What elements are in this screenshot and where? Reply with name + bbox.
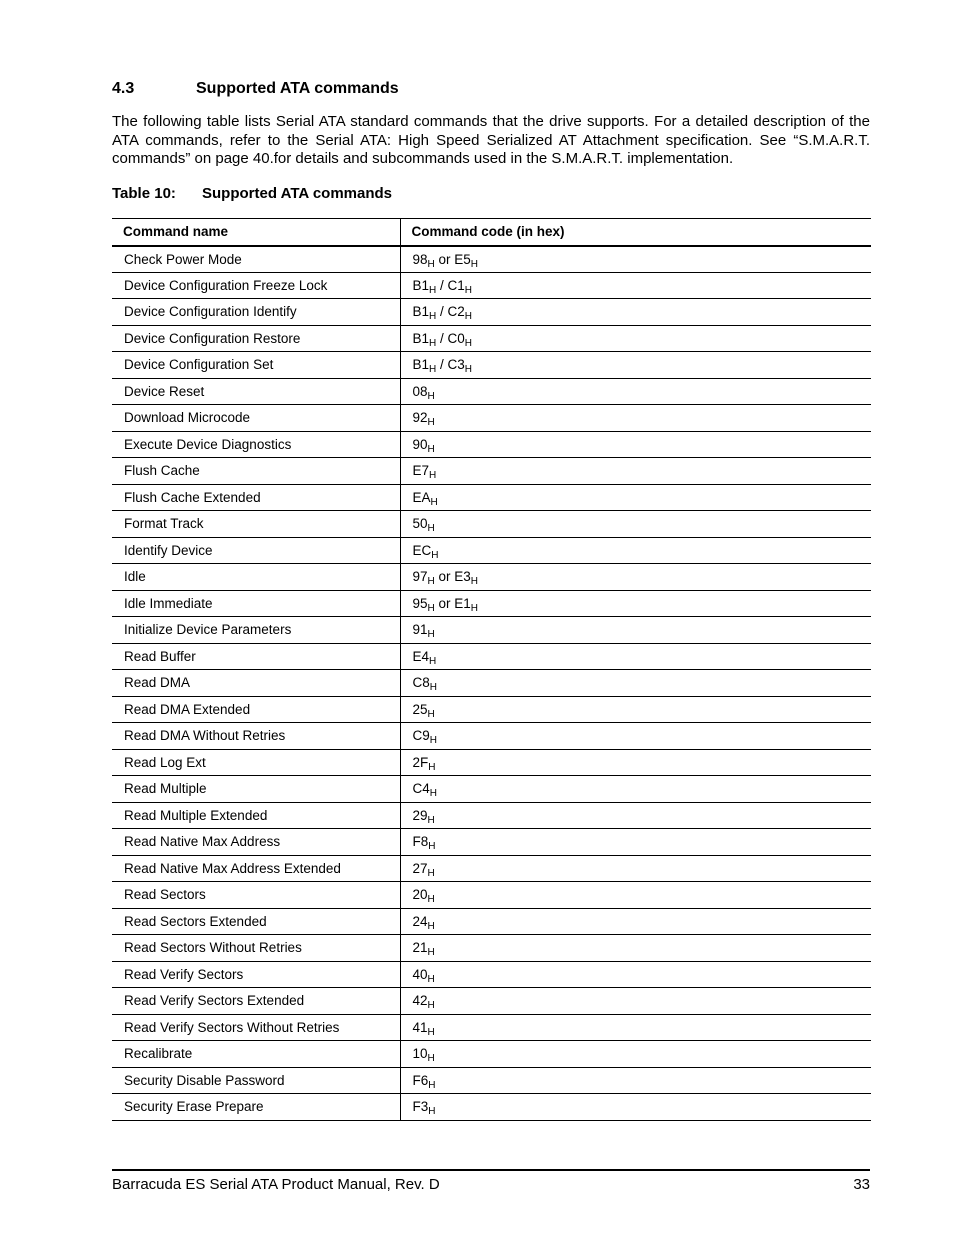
command-name-cell: Device Configuration Restore [112,325,400,352]
commands-table [112,218,871,1121]
command-code-value: 25 [412,701,428,717]
hex-subscript: H [428,761,436,773]
command-code-value: 40 [412,966,428,982]
hex-subscript: H [427,894,435,906]
hex-subscript: H [427,258,435,270]
command-code-value: or E3 [434,569,471,585]
hex-subscript: H [427,390,435,402]
command-code-cell [400,749,871,776]
command-code-value: C4 [412,781,430,797]
command-code-value: 21 [412,940,428,956]
command-name-cell: Idle Immediate [112,590,400,617]
command-name-cell: Read Native Max Address Extended [112,855,400,882]
command-code-value: 27 [412,860,428,876]
hex-subscript: H [464,364,472,376]
command-code-value: F3 [412,1099,429,1115]
table-row [112,458,871,485]
command-code-value: 20 [412,887,428,903]
hex-subscript: H [429,735,437,747]
table-header-row [112,219,871,246]
command-code-cell [400,617,871,644]
command-name-cell: Format Track [112,511,400,538]
hex-subscript: H [430,496,438,508]
table-row [112,1014,871,1041]
table-row [112,590,871,617]
command-code-cell [400,378,871,405]
command-code-cell [400,961,871,988]
command-code-value: B1 [412,357,430,373]
command-code-value: C9 [412,728,430,744]
command-code-cell [400,325,871,352]
command-name-cell: Flush Cache Extended [112,484,400,511]
command-name-cell: Idle [112,564,400,591]
hex-subscript: H [427,867,435,879]
table-row [112,325,871,352]
table-row [112,405,871,432]
command-code-value: 42 [412,993,428,1009]
command-code-cell [400,776,871,803]
command-name-cell: Read Sectors Without Retries [112,935,400,962]
hex-subscript: H [427,1026,435,1038]
hex-subscript: H [427,629,435,641]
command-code-value: F6 [412,1072,429,1088]
hex-subscript: H [464,311,472,323]
command-code-value: E4 [412,648,430,664]
command-code-value: 91 [412,622,428,638]
command-code-cell [400,855,871,882]
command-code-cell [400,272,871,299]
command-code-value: B1 [412,277,430,293]
command-name-cell: Read DMA Without Retries [112,723,400,750]
table-row [112,855,871,882]
command-code-value: E7 [412,463,430,479]
command-code-cell [400,246,871,273]
table-row [112,1094,871,1121]
table-row [112,696,871,723]
hex-subscript: H [470,258,479,270]
command-code-cell [400,723,871,750]
command-code-value: / C1 [436,277,465,293]
command-name-cell: Device Configuration Set [112,352,400,379]
hex-subscript: H [427,576,435,588]
table-row [112,961,871,988]
table-row [112,378,871,405]
hex-subscript: H [427,417,435,429]
command-code-value: EC [412,542,432,558]
table-caption [112,185,392,202]
command-name-cell: Security Erase Prepare [112,1094,400,1121]
table-row [112,1067,871,1094]
table-row [112,1041,871,1068]
command-code-cell [400,431,871,458]
table-row [112,246,871,273]
hex-subscript: H [428,841,436,853]
command-code-value: C8 [412,675,430,691]
command-name-cell: Security Disable Password [112,1067,400,1094]
hex-subscript: H [429,337,437,349]
command-code-cell [400,935,871,962]
hex-subscript: H [427,523,435,535]
command-name-cell: Initialize Device Parameters [112,617,400,644]
intro-paragraph: The following table lists Serial ATA standard commands that the drive supports. For a detailed description of the ATA commands, refer to the Serial ATA: High Speed Serialized AT Attachment specification. See “S.M.A.R.T. commands” on page 40.for details and subcommands used in the S.M.A.R.T. implementation. [112,113,870,167]
table-row [112,670,871,697]
hex-subscript: H [431,549,439,561]
hex-subscript: H [427,602,435,614]
hex-subscript: H [464,337,472,349]
hex-subscript: H [429,364,437,376]
table-row [112,564,871,591]
command-code-value: B1 [412,304,430,320]
table-row [112,988,871,1015]
hex-subscript: H [427,973,435,985]
hex-subscript: H [427,947,435,959]
command-code-value: or E5 [434,251,471,267]
command-code-cell [400,882,871,909]
table-row [112,484,871,511]
table-row [112,272,871,299]
hex-subscript: H [427,1000,435,1012]
command-code-value: 92 [412,410,428,426]
hex-subscript: H [470,602,479,614]
table-row [112,617,871,644]
command-code-value: 98 [412,251,428,267]
table-row [112,776,871,803]
footer-rule [112,1169,870,1171]
command-code-value: 50 [412,516,428,532]
command-code-cell [400,988,871,1015]
command-code-value: / C2 [436,304,465,320]
command-code-value: 10 [412,1046,428,1062]
command-code-value: 90 [412,436,428,452]
command-name-cell: Read Log Ext [112,749,400,776]
command-code-cell [400,643,871,670]
command-code-value: 29 [412,807,428,823]
hex-subscript: H [428,1079,436,1091]
command-code-value: or E1 [434,595,471,611]
header-command-code: Command code (in hex) [400,219,871,246]
command-name-cell: Device Configuration Freeze Lock [112,272,400,299]
table-body [112,246,871,1121]
command-name-cell: Read Verify Sectors Extended [112,988,400,1015]
command-code-cell [400,458,871,485]
command-code-value: 95 [412,595,428,611]
hex-subscript: H [429,682,437,694]
command-code-value: EA [412,489,431,505]
command-code-cell [400,537,871,564]
command-code-cell [400,352,871,379]
command-code-cell [400,511,871,538]
command-code-cell [400,405,871,432]
hex-subscript: H [427,814,435,826]
command-code-value: 24 [412,913,428,929]
command-name-cell: Read Native Max Address [112,829,400,856]
command-code-value: B1 [412,330,430,346]
hex-subscript: H [428,1106,436,1118]
hex-subscript: H [429,788,437,800]
hex-subscript: H [429,655,437,667]
command-name-cell: Download Microcode [112,405,400,432]
table-row [112,431,871,458]
command-name-cell: Device Configuration Identify [112,299,400,326]
command-code-cell [400,829,871,856]
command-code-value: 97 [412,569,428,585]
command-name-cell: Read DMA [112,670,400,697]
command-code-cell [400,484,871,511]
table-row [112,643,871,670]
command-name-cell: Device Reset [112,378,400,405]
hex-subscript: H [427,443,435,455]
table-row [112,537,871,564]
command-code-value: F8 [412,834,429,850]
command-name-cell: Read DMA Extended [112,696,400,723]
command-name-cell: Read Sectors Extended [112,908,400,935]
command-code-cell [400,1094,871,1121]
section-title: Supported ATA commands [196,80,399,97]
command-code-cell [400,299,871,326]
command-code-value: 08 [412,383,428,399]
table-caption-label: Table 10: [112,185,176,202]
hex-subscript: H [464,284,472,296]
table-caption-title: Supported ATA commands [202,185,393,202]
command-code-cell [400,1041,871,1068]
section-number: 4.3 [112,80,135,97]
command-code-cell [400,590,871,617]
command-name-cell: Identify Device [112,537,400,564]
command-code-value: 41 [412,1019,428,1035]
command-name-cell: Read Buffer [112,643,400,670]
hex-subscript: H [429,284,437,296]
table-row [112,829,871,856]
command-code-cell [400,1014,871,1041]
hex-subscript: H [427,1053,435,1065]
command-name-cell: Recalibrate [112,1041,400,1068]
hex-subscript: H [427,708,435,720]
command-code-cell [400,908,871,935]
table-row [112,802,871,829]
command-name-cell: Read Verify Sectors Without Retries [112,1014,400,1041]
command-code-cell [400,802,871,829]
command-code-value: / C3 [436,357,465,373]
command-code-cell [400,1067,871,1094]
table-row [112,908,871,935]
command-code-value: 2F [412,754,429,770]
section-heading [112,80,399,98]
table-row [112,882,871,909]
hex-subscript: H [429,470,437,482]
table-row [112,299,871,326]
command-code-cell [400,696,871,723]
table-row [112,352,871,379]
hex-subscript: H [429,311,437,323]
command-code-cell [400,564,871,591]
footer-title: Barracuda ES Serial ATA Product Manual, Rev. D [112,1176,440,1193]
command-name-cell: Read Verify Sectors [112,961,400,988]
command-code-cell [400,670,871,697]
table-row [112,723,871,750]
command-name-cell: Read Sectors [112,882,400,909]
command-code-value: / C0 [436,330,465,346]
hex-subscript: H [427,920,435,932]
command-name-cell: Flush Cache [112,458,400,485]
command-name-cell: Execute Device Diagnostics [112,431,400,458]
hex-subscript: H [470,576,479,588]
command-name-cell: Read Multiple Extended [112,802,400,829]
header-command-name: Command name [112,219,400,246]
table-row [112,935,871,962]
command-name-cell: Check Power Mode [112,246,400,273]
command-name-cell: Read Multiple [112,776,400,803]
table-row [112,749,871,776]
page-number: 33 [853,1176,870,1193]
table-row [112,511,871,538]
